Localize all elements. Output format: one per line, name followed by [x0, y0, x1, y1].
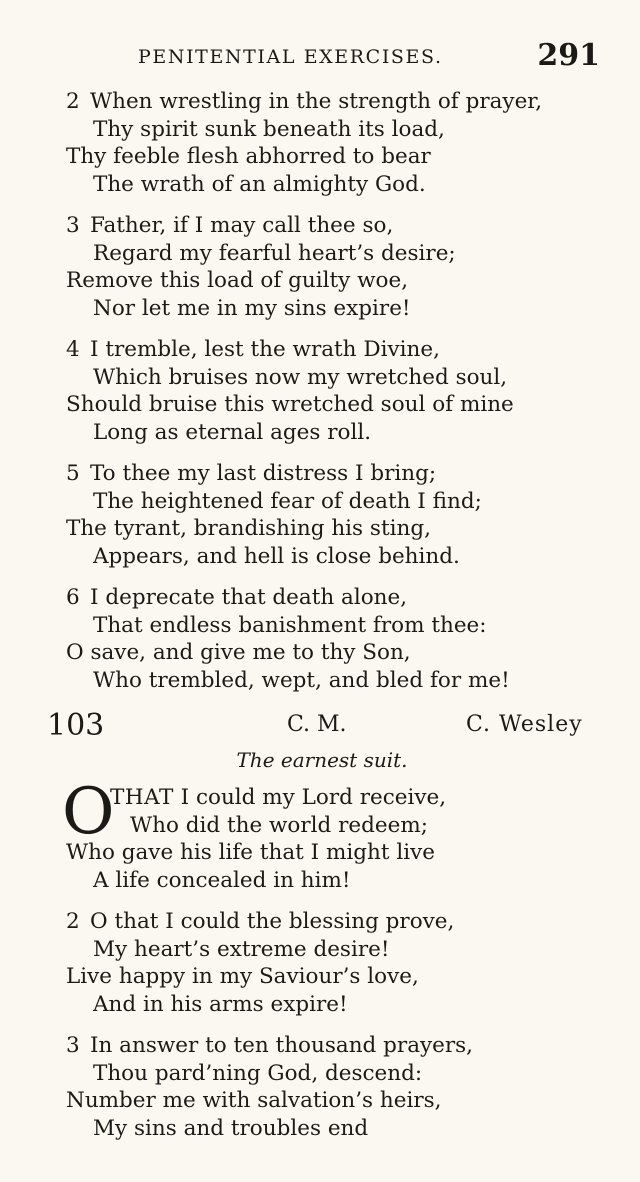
verse-line: 3 Father, if I may call thee so, [66, 213, 394, 238]
stanza-3 [0, 212, 640, 322]
first-word: THAT [110, 785, 174, 810]
verse-line: Appears, and hell is close behind. [93, 543, 460, 569]
stanza-1 [0, 775, 640, 894]
verse-line: The heightened fear of death I find; [93, 488, 482, 514]
hymn-subtitle: The earnest suit. [236, 748, 408, 772]
stanza-4 [0, 336, 640, 446]
stanza-number: 4 [66, 337, 80, 362]
verse-line: Thy feeble flesh abhorred to bear [66, 144, 431, 169]
verse-line: 6 I deprecate that death alone, [66, 585, 408, 610]
verse-line: Number me with salvation’s heirs, [66, 1088, 442, 1113]
stanza-number: 3 [66, 213, 80, 238]
verse-line: Who did the world redeem; [130, 812, 428, 838]
verse-line: 2 O that I could the blessing prove, [66, 909, 455, 934]
verse-line: And in his arms expire! [93, 991, 348, 1017]
stanza-5 [0, 460, 640, 570]
hymn-author: C. Wesley [466, 712, 583, 737]
verse-line: O save, and give me to thy Son, [66, 640, 411, 665]
hymn-meter: C. M. [287, 712, 347, 737]
hymn-continued [0, 88, 640, 708]
verse-line: Nor let me in my sins expire! [93, 295, 411, 321]
verse-line: Live happy in my Saviour’s love, [66, 964, 419, 989]
verse-line: Regard my fearful heart’s desire; [93, 240, 456, 266]
verse-line: The tyrant, brandishing his sting, [66, 516, 431, 541]
stanza-number: 5 [66, 461, 80, 486]
page-header [0, 38, 640, 78]
hymn-number: 103 [47, 708, 105, 743]
hymn-103 [0, 775, 640, 1156]
verse-line: 2 When wrestling in the strength of prayer, [66, 89, 543, 114]
verse-line: 3 In answer to ten thousand prayers, [66, 1033, 474, 1058]
verse-line: Thy spirit sunk beneath its load, [93, 116, 445, 142]
verse-line: My sins and troubles end [93, 1115, 369, 1141]
hymn-header [0, 708, 640, 748]
verse-line: My heart’s extreme desire! [93, 936, 390, 962]
verse-line: Who trembled, wept, and bled for me! [93, 667, 510, 693]
verse-line: Long as eternal ages roll. [93, 419, 372, 445]
drop-cap: O [62, 775, 115, 849]
stanza-number: 6 [66, 585, 80, 610]
stanza-number: 2 [66, 89, 80, 114]
verse-line: Remove this load of guilty woe, [66, 268, 409, 293]
running-title: PENITENTIAL EXERCISES. [138, 46, 443, 68]
verse-line: THAT I could my Lord receive, [110, 785, 447, 810]
verse-line: Should bruise this wretched soul of mine [66, 392, 514, 417]
verse-line: Thou pard’ning God, descend: [93, 1060, 423, 1086]
stanza-3 [0, 1032, 640, 1142]
stanza-2 [0, 908, 640, 1018]
verse-line: That endless banishment from thee: [93, 612, 487, 638]
verse-line: 5 To thee my last distress I bring; [66, 461, 437, 486]
verse-line: Which bruises now my wretched soul, [93, 364, 508, 390]
verse-line: Who gave his life that I might live [66, 840, 435, 865]
stanza-number: 3 [66, 1033, 80, 1058]
verse-line: 4 I tremble, lest the wrath Divine, [66, 337, 440, 362]
stanza-6 [0, 584, 640, 694]
page-number: 291 [537, 38, 600, 73]
verse-line: The wrath of an almighty God. [93, 171, 426, 197]
verse-line: A life concealed in him! [93, 867, 351, 893]
stanza-2 [0, 88, 640, 198]
stanza-number: 2 [66, 909, 80, 934]
